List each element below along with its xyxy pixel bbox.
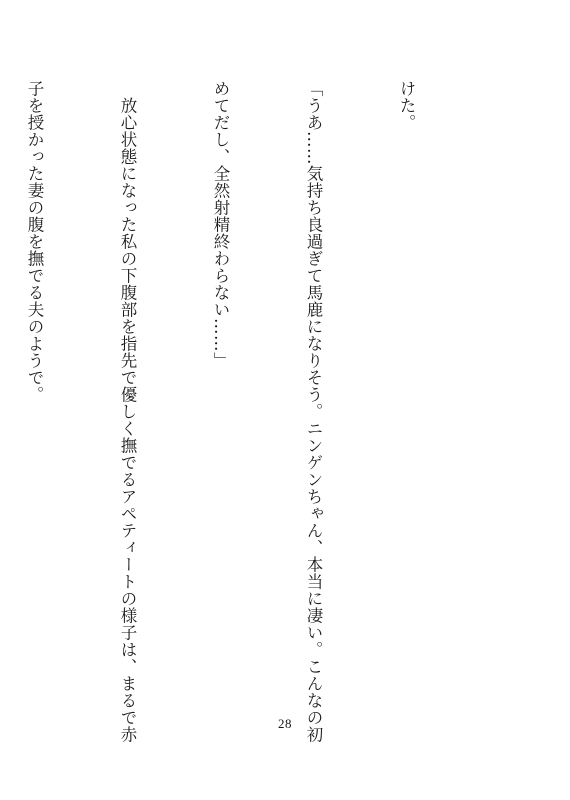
text-line-1: けた。: [397, 80, 416, 131]
text-line-3: めてだし、全然射精終わらない……」: [211, 80, 230, 369]
text-line-5: 子を授かった妻の腹を撫でる夫のようで。: [25, 80, 44, 403]
text-line-4: 放心状態になった私の下腹部を指先で優しく撫でるアペティートの様子は、まるで赤: [118, 96, 137, 743]
page-number: 28: [278, 716, 292, 731]
text-line-2: 「うあ……気持ち良過ぎて馬鹿になりそう。ニンゲンちゃん、本当に凄い。こんなの初: [304, 80, 323, 743]
